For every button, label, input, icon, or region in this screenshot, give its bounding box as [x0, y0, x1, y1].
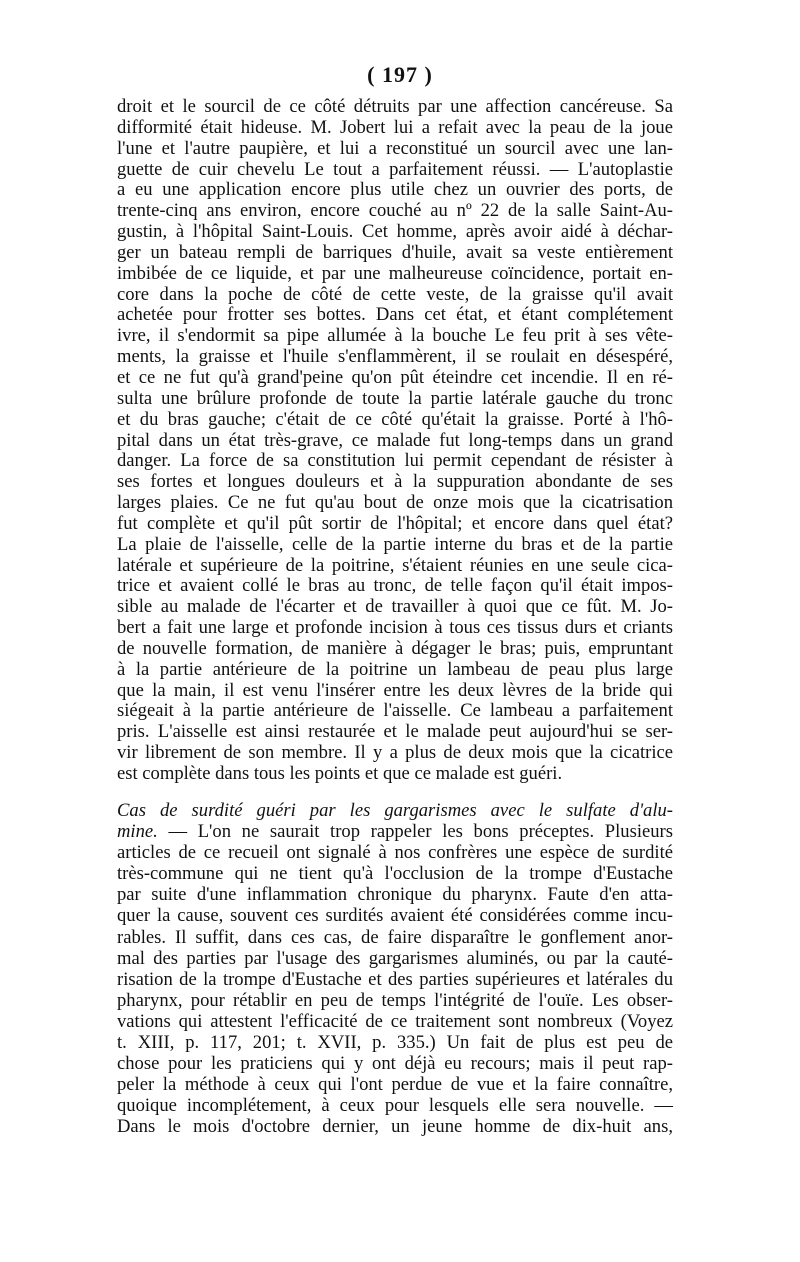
text-fragment: — L'on ne saurait trop rappeler les bons préceptes. Plusieurs: [157, 821, 673, 843]
section-title: Cas de surdité guéri par les gargarismes avec le sulfate d'alu-: [117, 800, 673, 821]
text-line: gustin, à l'hôpital Saint-Louis. Cet homme, après avoir aidé à déchar-: [117, 221, 673, 243]
paragraph-autoplastie: [117, 97, 673, 785]
text-line: à la partie antérieure de la poitrine un lambeau de peau plus large: [117, 658, 673, 680]
text-line: ses fortes et longues douleurs et à la suppuration abondante de ses: [117, 471, 673, 493]
text-line: très-commune qui ne tient qu'à l'occlusion de la trompe d'Eustache: [117, 863, 673, 885]
text-line: rables. Il suffit, dans ces cas, de faire disparaître le gonflement anor-: [117, 926, 673, 948]
text-line: de nouvelle formation, de manière à dégager le bras; puis, empruntant: [117, 637, 673, 659]
text-line: bert a fait une large et profonde incision à tous ces tissus durs et criants: [117, 617, 673, 639]
text-line: trente-cinq ans environ, encore couché au nº 22 de la salle Saint-Au-: [117, 200, 673, 222]
text-line: imbibée de ce liquide, et par une malheureuse coïncidence, portait en-: [117, 262, 673, 284]
text-line: pris. L'aisselle est ainsi restaurée et le malade peut aujourd'hui se ser-: [117, 721, 673, 743]
text-line: quoique incomplétement, à ceux pour lesquels elle sera nouvelle. —: [117, 1095, 673, 1117]
text-line: fut complète et qu'il pût sortir de l'hôpital; et encore dans quel état?: [117, 512, 673, 534]
text-line: pital dans un état très-grave, ce malade fut long-temps dans un grand: [117, 429, 673, 451]
text-line: Dans le mois d'octobre dernier, un jeune homme de dix-huit ans,: [117, 1116, 673, 1138]
text-line: quer la cause, souvent ces surdités avaient été considérées comme incu-: [117, 905, 673, 927]
text-line: sible au malade de l'écarter et de travailler à quoi que ce fût. M. Jo-: [117, 596, 673, 618]
text-line: vations qui attestent l'efficacité de ce traitement sont nombreux (Voyez: [117, 1010, 673, 1032]
text-line: achetée pour frotter ses bottes. Dans cet état, et étant complétement: [117, 304, 673, 326]
text-line: articles de ce recueil ont signalé à nos confrères une espèce de surdité: [117, 842, 673, 864]
section-title-end: mine.: [117, 821, 158, 843]
text-line: siégeait à la partie antérieure de l'aisselle. Ce lambeau a parfaitement: [117, 700, 673, 722]
text-line: risation de la trompe d'Eustache et des parties supérieures et latérales du: [117, 968, 673, 990]
text-line: La plaie de l'aisselle, celle de la partie interne du bras et de la partie: [117, 533, 673, 555]
text-line: latérale et supérieure de la poitrine, s'étaient réunies en une seule cica-: [117, 554, 673, 576]
text-line: et ce ne fut qu'à grand'peine qu'on pût éteindre cet incendie. Il en ré-: [117, 366, 673, 388]
text-line: que la main, il est venu l'insérer entre les deux lèvres de la bride qui: [117, 679, 673, 701]
text-line: sulta une brûlure profonde de toute la partie latérale gauche du tronc: [117, 387, 673, 409]
section-title-line: [117, 800, 673, 821]
text-line: larges plaies. Ce ne fut qu'au bout de onze mois que la cicatrisation: [117, 492, 673, 514]
text-line: danger. La force de sa constitution lui permit cependant de résister à: [117, 450, 673, 472]
text-line: guette de cuir chevelu Le tout a parfaitement réussi. — L'autoplastie: [117, 158, 673, 180]
text-line: mal des parties par l'usage des gargarismes aluminés, ou par la cauté-: [117, 947, 673, 969]
text-line: l'une et l'autre paupière, et lui a reconstitué un sourcil avec une lan-: [117, 137, 673, 159]
text-line: chose pour les praticiens qui y ont déjà eu recours; mais il peut rap-: [117, 1053, 673, 1075]
text-line: vir librement de son membre. Il y a plus de deux mois que la cicatrice: [117, 742, 673, 764]
text-line: t. XIII, p. 117, 201; t. XVII, p. 335.) Un fait de plus est peu de: [117, 1032, 673, 1054]
text-line: ments, la graisse et l'huile s'enflammèrent, il se roulait en désespéré,: [117, 346, 673, 368]
text-line: par suite d'une inflammation chronique du pharynx. Faute d'en atta-: [117, 884, 673, 906]
text-line: difformité était hideuse. M. Jobert lui a refait avec la peau de la joue: [117, 116, 673, 138]
text-line: peler la méthode à ceux qui l'ont perdue de vue et la faire connaître,: [117, 1074, 673, 1096]
text-line: est complète dans tous les points et que ce malade est guéri.: [117, 763, 563, 784]
text-line: droit et le sourcil de ce côté détruits par une affection cancéreuse. Sa: [117, 96, 673, 117]
paragraph-surdite: [117, 800, 673, 1138]
text-line: core dans la poche de côté de cette veste, de la graisse qu'il avait: [117, 283, 673, 305]
text-line: trice et avaient collé le bras au tronc, de telle façon qu'il était impos-: [117, 575, 673, 597]
page-number: ( 197 ): [367, 62, 433, 87]
text-line: pharynx, pour rétablir en peu de temps l'intégrité de l'ouïe. Les obser-: [117, 989, 673, 1011]
text-line: [117, 821, 673, 842]
text-line: ivre, il s'endormit sa pipe allumée à la bouche Le feu prit à ses vête-: [117, 325, 673, 347]
text-line: ger un bateau rempli de barriques d'huile, avait sa veste entièrement: [117, 241, 673, 263]
text-line: a eu une application encore plus utile chez un ouvrier des ports, de: [117, 179, 673, 201]
text-line: et du bras gauche; c'était de ce côté qu'était la graisse. Porté à l'hô-: [117, 408, 673, 430]
